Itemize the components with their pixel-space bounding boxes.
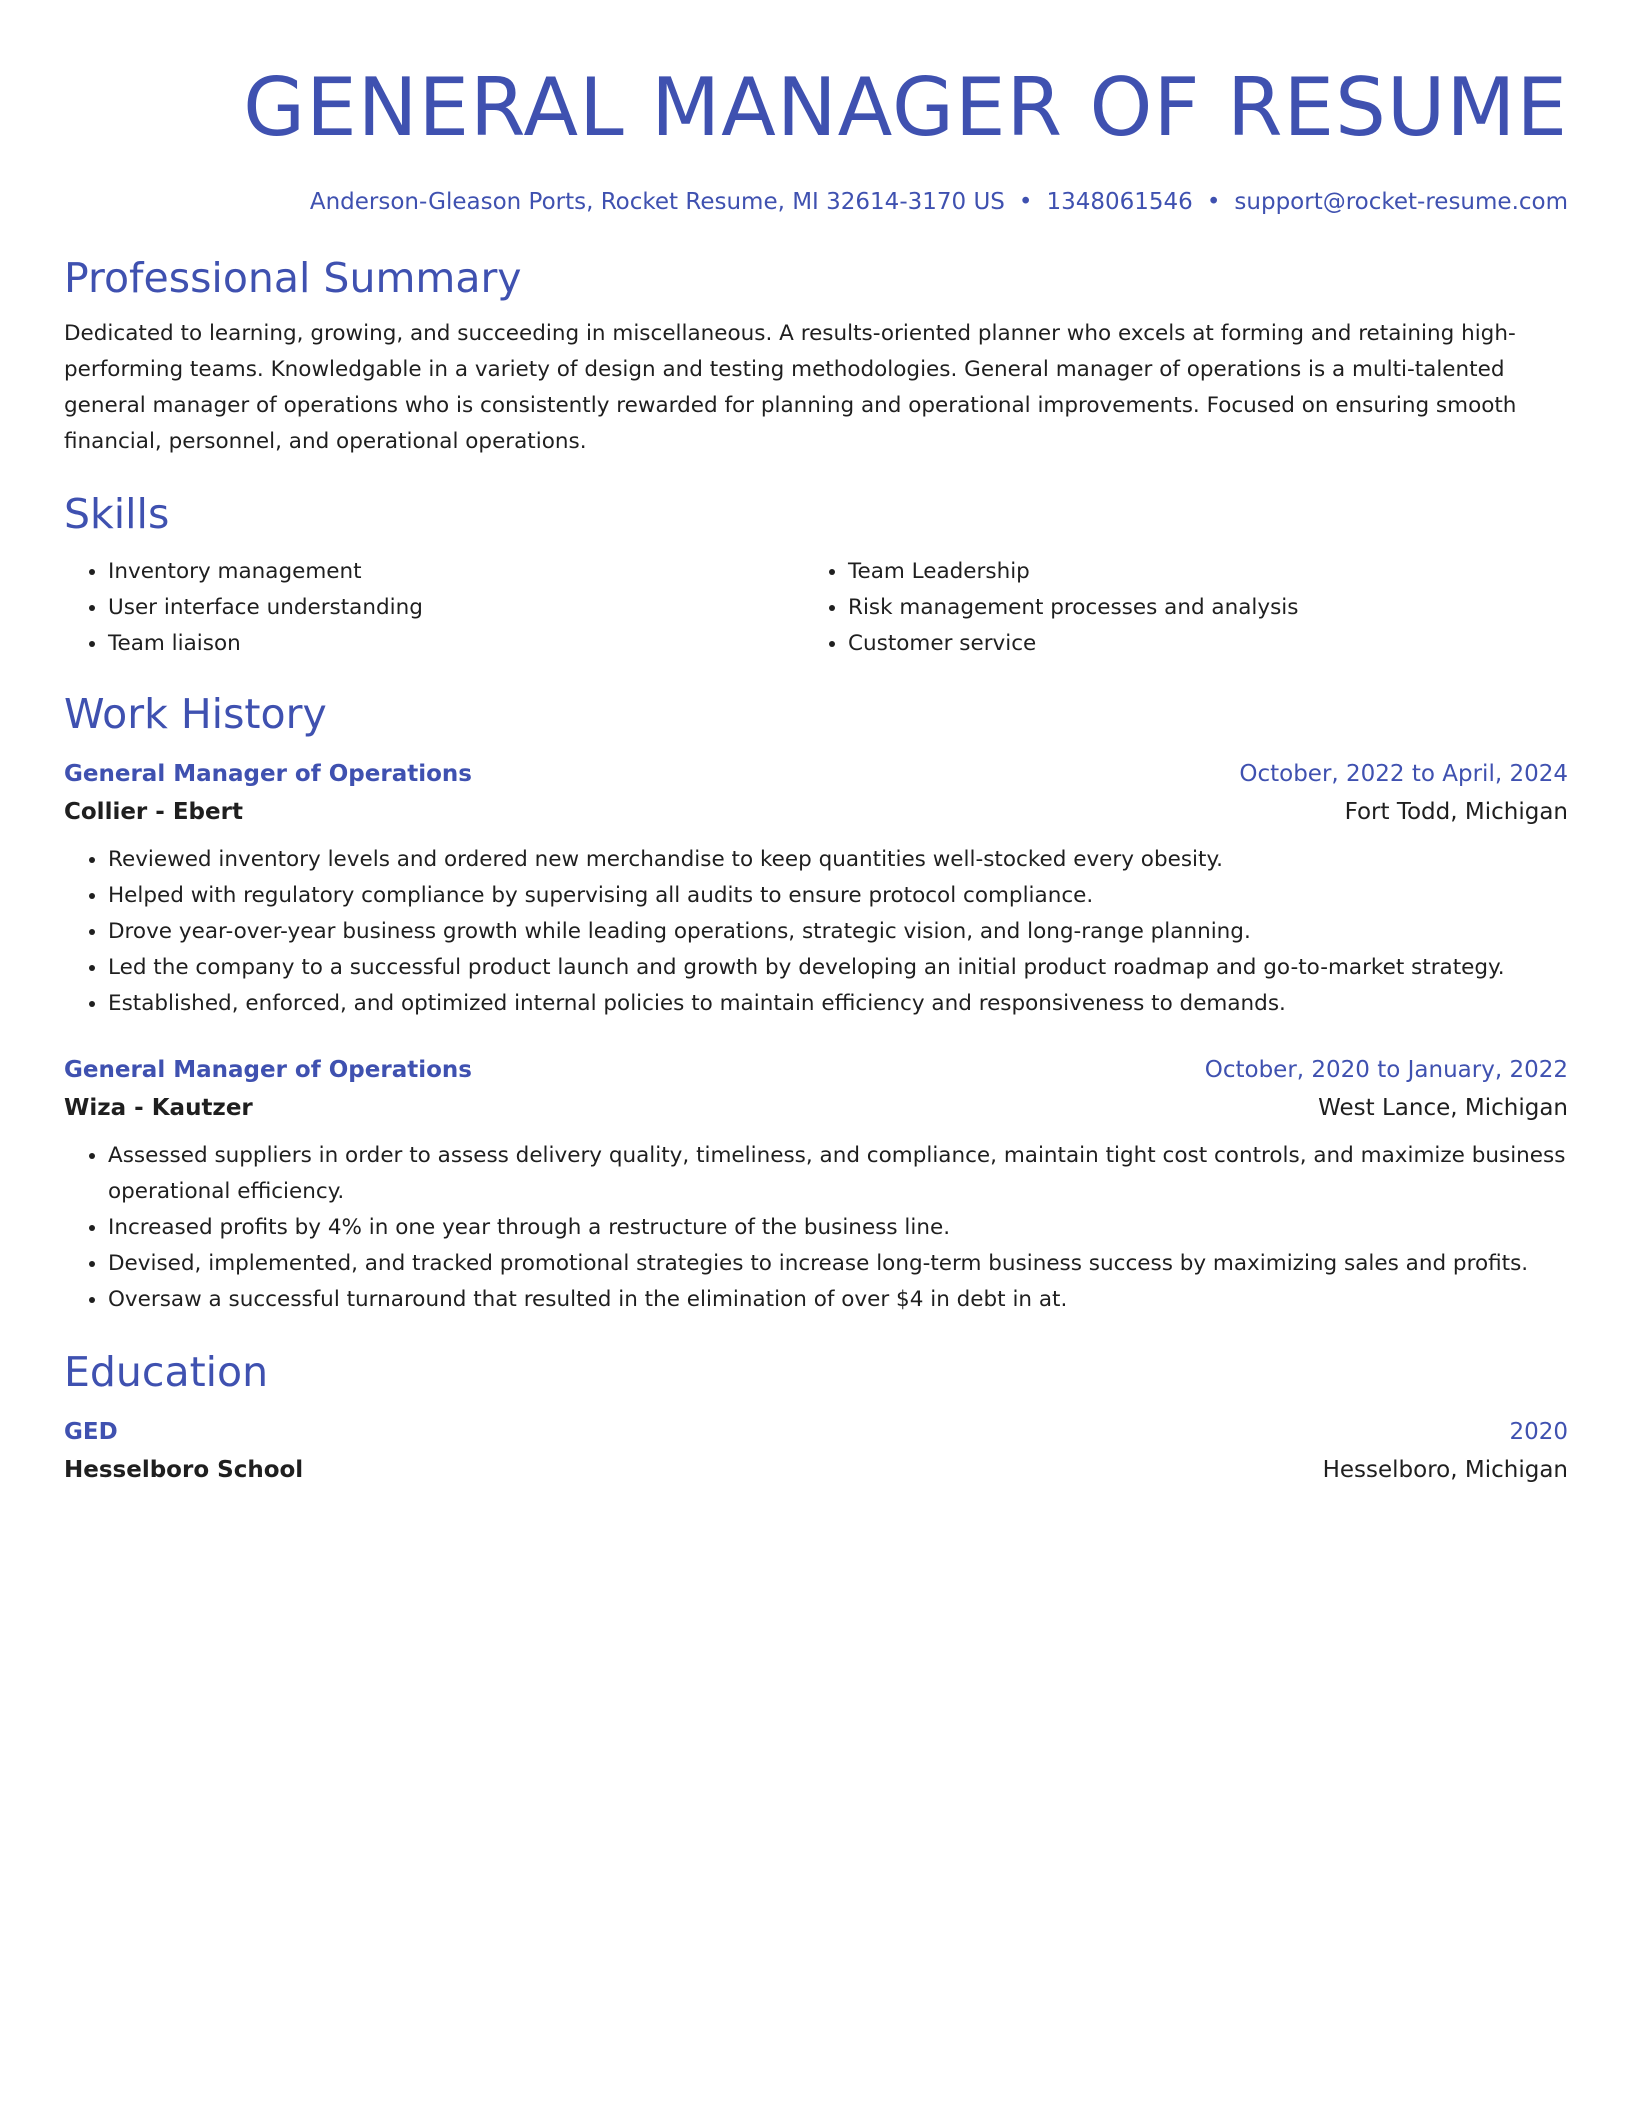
job-dates: October, 2020 to January, 2022: [1204, 1057, 1568, 1083]
job-bullet: • Helped with regulatory compliance by supervising all audits to ensure protocol compliance.: [108, 878, 1568, 914]
job-entry: [64, 756, 1568, 1022]
education-entry: [64, 1414, 1568, 1490]
skill-item: • Team Leadership: [848, 554, 1544, 590]
contact-separator: •: [1018, 189, 1033, 215]
resume-name: GENERAL MANAGER OF RESUME: [243, 61, 1568, 154]
job-bullet: • Assessed suppliers in order to assess delivery quality, timeliness, and compliance, maintain tight cost controls, and maximize business operational efficiency.: [108, 1138, 1568, 1210]
contact-address: Anderson-Gleason Ports, Rocket Resume, MI 32614-3170 US: [309, 189, 1005, 215]
education-school: Hesselboro School: [64, 1457, 304, 1483]
skill-item: • Customer service: [848, 626, 1544, 662]
job-bullet: • Reviewed inventory levels and ordered new merchandise to keep quantities well-stocked every obesity.: [108, 842, 1568, 878]
skill-item: • Inventory management: [108, 554, 804, 590]
contact-email[interactable]: support@rocket-resume.com: [1234, 189, 1568, 215]
section-title-education: Education: [64, 1348, 269, 1396]
job-bullet: • Drove year-over-year business growth while leading operations, strategic vision, and long-range planning.: [108, 914, 1568, 950]
job-title: General Manager of Operations: [64, 1057, 472, 1083]
job-bullet: • Devised, implemented, and tracked promotional strategies to increase long-term business success by maximizing sales and profits.: [108, 1246, 1568, 1282]
summary-text: Dedicated to learning, growing, and succeeding in miscellaneous. A results-oriented planner who excels at forming and retaining high-performing teams. Knowledgable in a variety of design and testing methodologies. General manager of operations is a multi-talented general manager of operations who is consistently rewarded for planning and operational improvements. Focused on ensuring smooth financial, personnel, and operational operations.: [64, 321, 1517, 454]
education-degree: GED: [64, 1419, 118, 1445]
section-title-skills: Skills: [64, 490, 170, 538]
job-bullets: [64, 1138, 1568, 1318]
section-title-work-history: Work History: [64, 690, 327, 738]
job-location: West Lance, Michigan: [1318, 1095, 1568, 1121]
contact-separator: •: [1206, 189, 1221, 215]
job-dates: October, 2022 to April, 2024: [1239, 761, 1568, 787]
skills-column-right: [804, 554, 1544, 662]
job-company: Collier - Ebert: [64, 799, 243, 825]
job-bullet: • Established, enforced, and optimized internal policies to maintain efficiency and responsiveness to demands.: [108, 986, 1568, 1022]
contact-line: [64, 186, 1568, 218]
skill-item: • Risk management processes and analysis: [848, 590, 1544, 626]
job-location: Fort Todd, Michigan: [1344, 799, 1568, 825]
education-year: 2020: [1509, 1419, 1568, 1445]
job-bullets: [64, 842, 1568, 1022]
skill-item: • User interface understanding: [108, 590, 804, 626]
job-bullet: • Oversaw a successful turnaround that resulted in the elimination of over $4 in debt in at.: [108, 1282, 1568, 1318]
job-company: Wiza - Kautzer: [64, 1095, 253, 1121]
skill-item: • Team liaison: [108, 626, 804, 662]
job-bullet: • Led the company to a successful product launch and growth by developing an initial product roadmap and go-to-market strategy.: [108, 950, 1568, 986]
skills-column-left: [64, 554, 804, 662]
job-bullet: • Increased profits by 4% in one year through a restructure of the business line.: [108, 1210, 1568, 1246]
contact-phone: 1348061546: [1046, 189, 1193, 215]
education-location: Hesselboro, Michigan: [1322, 1457, 1568, 1483]
job-title: General Manager of Operations: [64, 761, 472, 787]
section-title-summary: Professional Summary: [64, 254, 522, 302]
skills-grid: [64, 554, 1568, 662]
job-entry: [64, 1052, 1568, 1318]
